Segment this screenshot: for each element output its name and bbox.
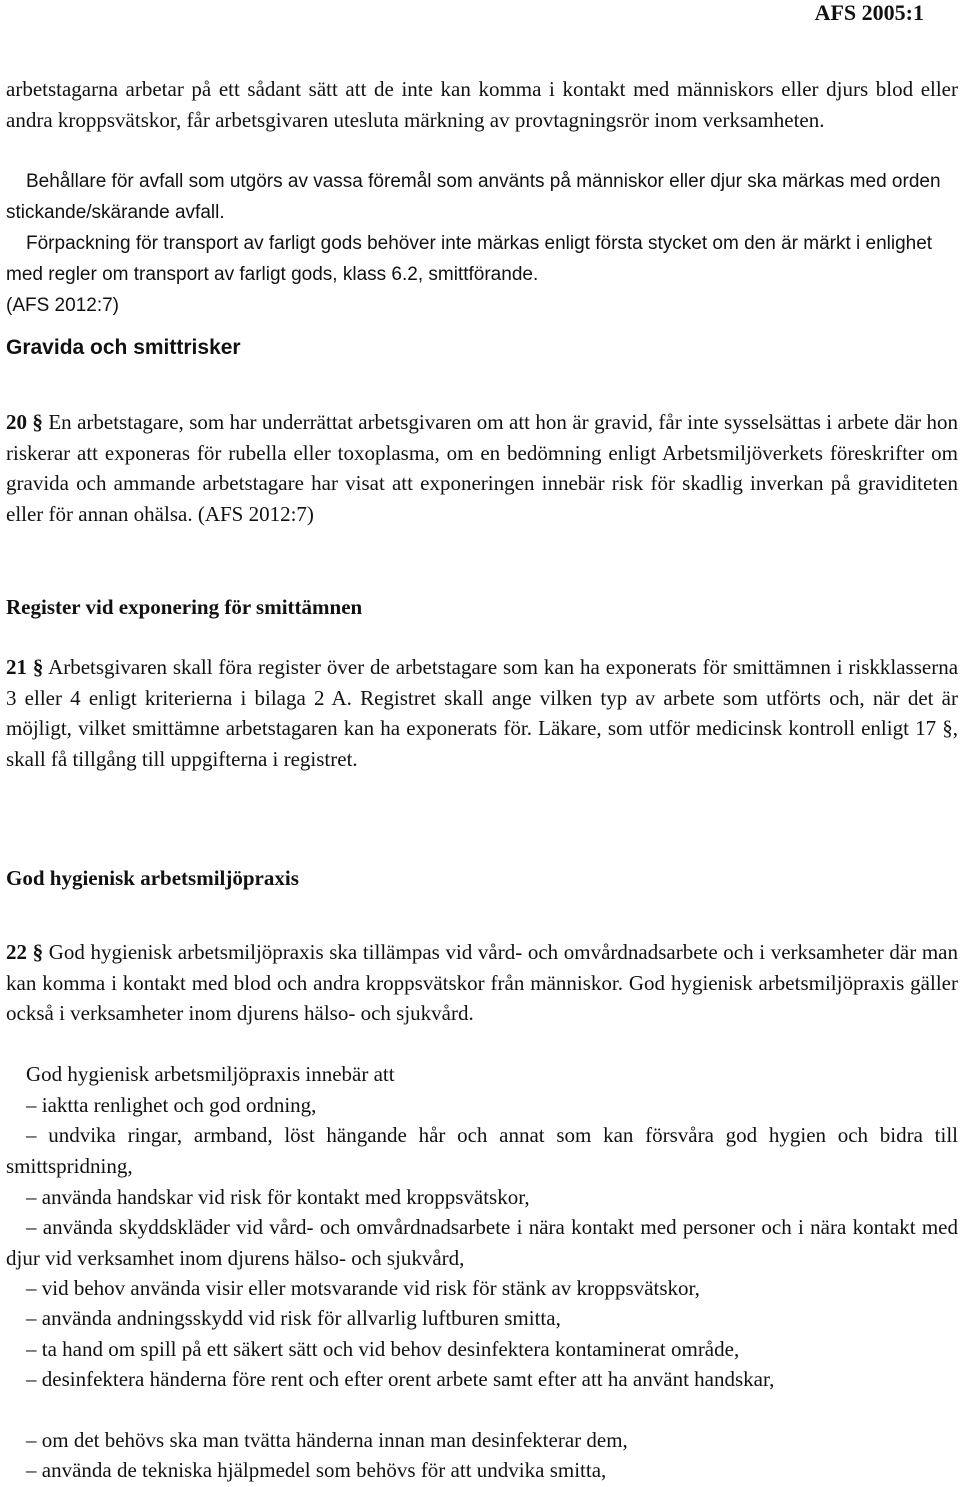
- intro-paragraph-3: Förpackning för transport av farligt gods behöver inte märkas enligt första stycket om den är märkt i enlighet med regler om transport av farligt gods, klass 6.2, smittförande.: [6, 233, 933, 285]
- section-number-21: 21 §: [6, 655, 44, 679]
- list-item: – använda skyddskläder vid vård- och omvårdnadsarbete i nära kontakt med personer och i nära kontakt med djur vid verksamhet inom djurens hälso- och sjukvård,: [6, 1215, 958, 1270]
- list-item: – iaktta renlighet och god ordning,: [26, 1093, 317, 1117]
- section-21-paragraph: [6, 652, 958, 774]
- list-item: – vid behov använda visir eller motsvarande vid risk för stänk av kroppsvätskor,: [26, 1276, 700, 1300]
- section-21-text: Arbetsgivaren skall föra register över de arbetstagare som kan ha exponerats för smittämnen i riskklasserna 3 eller 4 enligt kriterierna i bilaga 2 A. Registret skall ange vilken typ av arbete som utförts och, när det är möjligt, vilket smittämne arbetstagaren kan ha exponerats för. Läkare, som utför medicinsk kontroll enligt 17 §, skall få tillgång till uppgifterna i registret.: [6, 655, 959, 771]
- list-item: – desinfektera händerna före rent och efter orent arbete samt efter att ha använt handskar,: [26, 1367, 775, 1391]
- section-heading-gravida: Gravida och smittrisker: [6, 336, 241, 359]
- intro-reference: (AFS 2012:7): [6, 295, 119, 316]
- intro-paragraph-1: arbetstagarna arbetar på ett sådant sätt att de inte kan komma i kontakt med människors eller djurs blod eller andra kroppsvätskor, får arbetsgivaren utesluta märkning av provtagningsrör inom verksamheten.: [6, 77, 958, 132]
- section-heading-hygien: God hygienisk arbetsmiljöpraxis: [6, 866, 299, 890]
- section-number-22: 22 §: [6, 940, 44, 964]
- intro-paragraph-2: Behållare för avfall som utgörs av vassa föremål som använts på människor eller djur ska märkas med orden stickande/skärande avfall.: [6, 171, 941, 223]
- section-22-text: God hygienisk arbetsmiljöpraxis ska tillämpas vid vård- och omvårdnadsarbete och i verksamheter där man kan komma i kontakt med blod och andra kroppsvätskor från människor. God hygienisk arbetsmiljöpraxis gäller också i verksamheter inom djurens hälso- och sjukvård.: [6, 940, 959, 1025]
- list-item: – undvika ringar, armband, löst hängande hår och annat som kan försvåra god hygien och bidra till smittspridning,: [6, 1123, 958, 1178]
- list-item: – använda de tekniska hjälpmedel som behövs för att undvika smitta,: [26, 1458, 607, 1482]
- section-number-20: 20 §: [6, 410, 43, 434]
- section-20-text: En arbetstagare, som har underrättat arbetsgivaren om att hon är gravid, får inte sysselsättas i arbete där hon riskerar att exponeras för rubella eller toxoplasma, om en bedömning enligt Arbetsmiljöverkets föreskrifter om gravida och ammande arbetstagare har visat att exponeringen innebär risk för skadlig inverkan på graviditeten eller för annan ohälsa. (AFS 2012:7): [6, 410, 958, 526]
- document-id: AFS 2005:1: [814, 0, 924, 25]
- section-20-paragraph: [6, 407, 958, 529]
- list-item: – ta hand om spill på ett säkert sätt och vid behov desinfektera kontaminerat område,: [26, 1337, 740, 1361]
- section-22-paragraph: [6, 937, 958, 1029]
- list-item: – använda andningsskydd vid risk för allvarlig luftburen smitta,: [26, 1306, 561, 1330]
- section-heading-register: Register vid exponering för smittämnen: [6, 595, 363, 619]
- section-22-list-intro: God hygienisk arbetsmiljöpraxis innebär att: [26, 1062, 395, 1086]
- list-item: – använda handskar vid risk för kontakt med kroppsvätskor,: [26, 1185, 530, 1209]
- list-item: – om det behövs ska man tvätta händerna innan man desinfekterar dem,: [26, 1428, 628, 1452]
